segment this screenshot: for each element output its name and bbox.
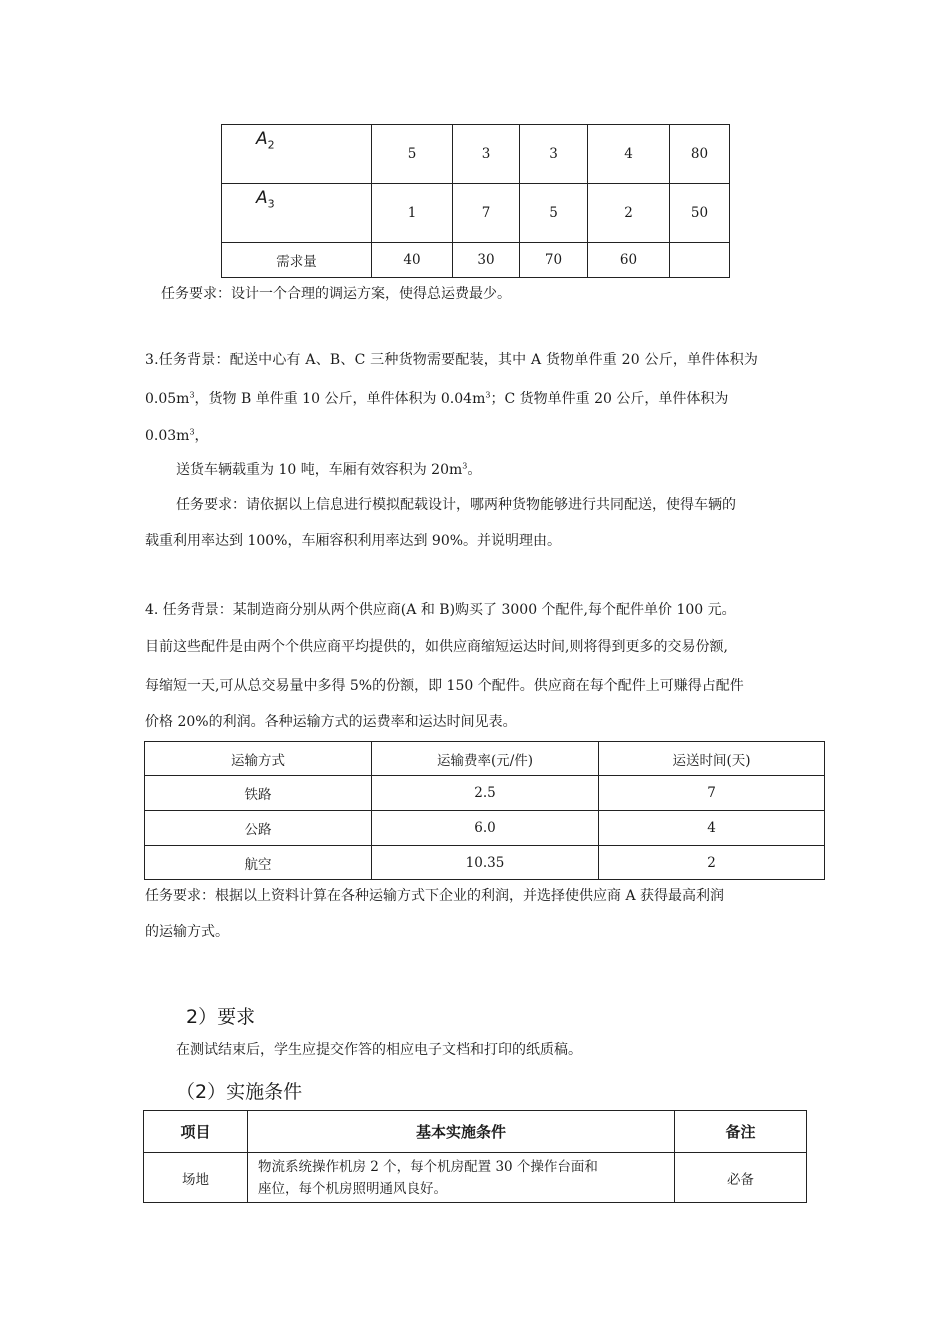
section-requirement-title: 2）要求: [186, 1006, 256, 1028]
table-cell-conditions: 物流系统操作机房 2 个，每个机房配置 30 个操作台面和 座位，每个机房照明通风良好。: [248, 1153, 675, 1203]
column-header: 备注: [675, 1111, 807, 1153]
task3-line-6: 载重利用率达到 100%，车厢容积利用率达到 90%。并说明理由。: [145, 533, 562, 549]
column-header: 运送时间(天): [599, 742, 825, 776]
task4-line-1: 4. 任务背景：某制造商分别从两个供应商(A 和 B)购买了 3000 个配件,每个配件单价 100 元。: [145, 602, 736, 618]
table-cell: 2: [588, 184, 670, 243]
task3-line-1: 3.任务背景：配送中心有 A、B、C 三种货物需要配装，其中 A 货物单件重 20 公斤，单件体积为: [145, 352, 759, 368]
table-cell: 50: [670, 184, 730, 243]
table-cell: 10.35: [372, 846, 599, 880]
column-header: 运输费率(元/件): [372, 742, 599, 776]
section-requirement-text: 在测试结束后，学生应提交作答的相应电子文档和打印的纸质稿。: [176, 1042, 582, 1058]
table-cell: 7: [599, 776, 825, 811]
column-header: 项目: [144, 1111, 248, 1153]
task3-line-4: 送货车辆载重为 10 吨，车厢有效容积为 $20m^3$。: [176, 461, 482, 478]
table-cell: 6.0: [372, 811, 599, 846]
table-cell: 30: [453, 243, 520, 278]
table-cell: 3: [520, 125, 588, 184]
table-cell: 场地: [144, 1153, 248, 1203]
table-cell: 2: [599, 846, 825, 880]
table-cell: 4: [588, 125, 670, 184]
transport-mode-table: [144, 741, 825, 880]
table-cell: 7: [453, 184, 520, 243]
task2-requirement: 任务要求：设计一个合理的调运方案，使得总运费最少。: [161, 286, 511, 302]
table-cell: 5: [372, 125, 453, 184]
table-cell: 铁路: [145, 776, 372, 811]
transport-cost-table: [221, 124, 730, 278]
row-label-demand: 需求量: [222, 243, 372, 278]
table-cell: 5: [520, 184, 588, 243]
conditions-table: [143, 1110, 807, 1203]
table-cell: 70: [520, 243, 588, 278]
task4-line-4: 价格 20%的利润。各种运输方式的运费率和运达时间见表。: [145, 714, 517, 730]
column-header: 运输方式: [145, 742, 372, 776]
task4-line-3: 每缩短一天,可从总交易量中多得 5%的份额，即 150 个配件。供应商在每个配件上可赚得占配件: [145, 678, 744, 694]
task3-line-2: $0.05m^3$，货物 B 单件重 10 公斤，单件体积为 $0.04m^3$；C 货物单件重 20 公斤，单件体积为: [145, 390, 729, 407]
table-cell: [670, 243, 730, 278]
row-label-a3: $A_3$: [222, 184, 372, 243]
task4-requirement-1: 任务要求：根据以上资料计算在各种运输方式下企业的利润，并选择使供应商 A 获得最高利润: [145, 888, 725, 904]
task3-line-5: 任务要求：请依据以上信息进行模拟配载设计，哪两种货物能够进行共同配送，使得车辆的: [176, 497, 736, 513]
table-cell: 必备: [675, 1153, 807, 1203]
table-cell: 40: [372, 243, 453, 278]
row-label-a2: $A_2$: [222, 125, 372, 184]
table-cell: 80: [670, 125, 730, 184]
task4-requirement-2: 的运输方式。: [145, 924, 229, 940]
section-conditions-title: （2）实施条件: [176, 1081, 303, 1103]
table-cell: 4: [599, 811, 825, 846]
table-cell: 3: [453, 125, 520, 184]
table-cell: 60: [588, 243, 670, 278]
table-cell: 航空: [145, 846, 372, 880]
task4-line-2: 目前这些配件是由两个个供应商平均提供的，如供应商缩短运达时间,则将得到更多的交易份额,: [145, 639, 728, 655]
task3-line-3: $0.03m^3$，: [145, 427, 209, 444]
table-cell: 公路: [145, 811, 372, 846]
table-cell: 1: [372, 184, 453, 243]
table-cell: 2.5: [372, 776, 599, 811]
column-header: 基本实施条件: [248, 1111, 675, 1153]
